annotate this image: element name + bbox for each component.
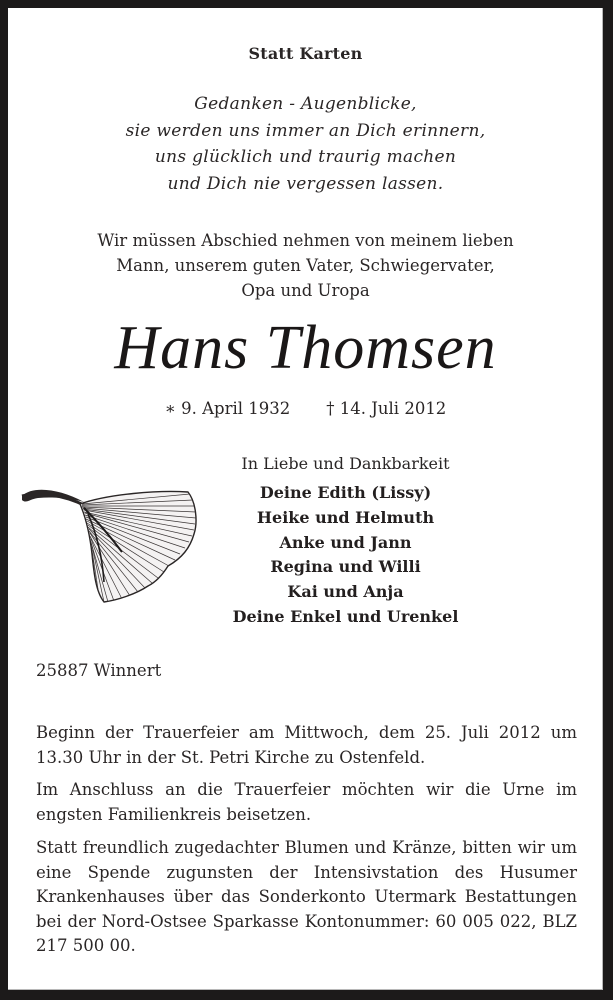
- thanks-line: In Liebe und Dankbarkeit: [241, 454, 450, 473]
- intro-line: Mann, unserem guten Vater, Schwiegervater,: [116, 256, 495, 275]
- burial-info-paragraph: Im Anschluss an die Trauerfeier möchten wir die Urne im engsten Familienkreis beisetzen.: [36, 780, 577, 824]
- place-line: 25887 Winnert: [36, 661, 162, 680]
- birth-date: ∗ 9. April 1932: [164, 399, 291, 418]
- poem-line: uns glücklich und traurig machen: [154, 147, 457, 167]
- funeral-info-paragraph: Beginn der Trauerfeier am Mittwoch, dem 25. Juli 2012 um 13.30 Uhr in der St. Petri Kirche zu Ostenfeld.: [36, 723, 577, 767]
- donation-info-paragraph: Statt freundlich zugedachter Blumen und Kränze, bitten wir um eine Spende zugunsten der Intensivstation des Husumer Krankenhauses über das Sonderkonto Utermark Bestattungen bei der Nord-Ostsee Sparkasse Kontonummer: 60 005 022, BLZ 217 500 00.: [36, 838, 577, 955]
- family-member: Deine Edith (Lissy): [259, 483, 432, 502]
- intro-line: Wir müssen Abschied nehmen von meinem lieben: [97, 231, 514, 250]
- death-date: † 14. Juli 2012: [326, 399, 447, 418]
- poem: [8, 91, 603, 197]
- poem-line: sie werden uns immer an Dich erinnern,: [125, 120, 486, 141]
- family-member: Heike und Helmuth: [256, 507, 435, 527]
- poem-line: und Dich nie vergessen lassen.: [167, 173, 444, 194]
- intro-text: [8, 228, 603, 303]
- obituary-notice: [8, 8, 603, 990]
- life-dates: [8, 397, 603, 421]
- ginkgo-leaf-icon: [18, 482, 200, 604]
- family-member: Regina und Willi: [270, 557, 421, 577]
- deceased-name: Hans Thomsen: [114, 314, 497, 382]
- intro-line: Opa und Uropa: [241, 281, 370, 300]
- notice-heading: Statt Karten: [248, 44, 363, 63]
- family-signatures: [208, 451, 483, 630]
- family-member: Deine Enkel und Urenkel: [232, 606, 459, 626]
- family-member: Anke und Jann: [279, 532, 412, 552]
- poem-line: Gedanken - Augenblicke,: [194, 94, 417, 114]
- family-member: Kai und Anja: [287, 582, 404, 602]
